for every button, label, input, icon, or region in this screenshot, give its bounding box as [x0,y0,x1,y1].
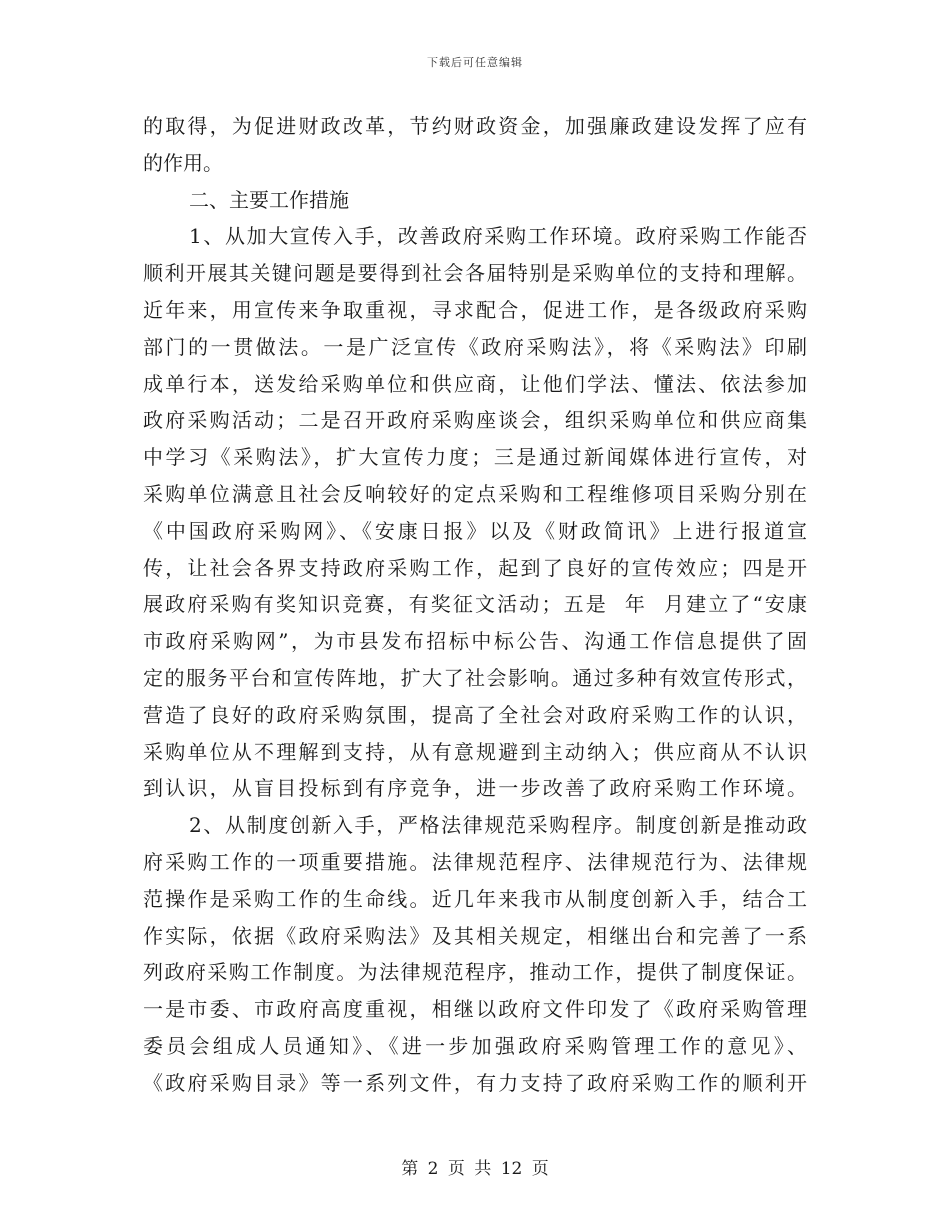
text-line: 委员会组成人员通知》、《进一步加强政府采购管理工作的意见》、 [143,1033,807,1058]
section-heading: 二、主要工作措施 [189,187,349,212]
text-line: 政府采购活动；二是召开政府采购座谈会，组织采购单位和供应商集 [143,408,807,433]
text-line: 的取得，为促进财政改革，节约财政资金，加强廉政建设发挥了应有 [143,114,807,138]
text-line: 部门的一贯做法。一是广泛宣传《政府采购法》，将《采购法》印刷 [143,334,807,359]
text-line: 1、从加大宣传入手，改善政府采购工作环境。政府采购工作能否 [189,224,807,249]
text-line: 府采购工作的一项重要措施。法律规范程序、法律规范行为、法律规 [143,849,807,874]
text-line: 市政府采购网”，为市县发布招标中标公告、沟通工作信息提供了固 [143,629,807,654]
text-line: 《中国政府采购网》、《安康日报》以及《财政简讯》上进行报道宣 [143,518,807,543]
text-line: 2、从制度创新入手，严格法律规范采购程序。制度创新是推动政 [189,813,807,838]
text-line: 《政府采购目录》等一系列文件，有力支持了政府采购工作的顺利开 [143,1070,807,1095]
text-line: 到认识，从盲目投标到有序竞争，进一步改善了政府采购工作环境。 [143,776,807,801]
text-line: 营造了良好的政府采购氛围，提高了全社会对政府采购工作的认识， [143,702,807,727]
text-line: 采购单位从不理解到支持，从有意规避到主动纳入；供应商从不认识 [143,739,807,764]
document-body [143,108,807,1102]
text-line: 近年来，用宣传来争取重视，寻求配合，促进工作，是各级政府采购 [143,297,807,322]
page-header-note: 下载后可任意编辑 [427,56,523,69]
text-line: 作实际，依据《政府采购法》及其相关规定，相继出台和完善了一系 [143,923,807,948]
text-line: 成单行本，送发给采购单位和供应商，让他们学法、懂法、依法参加 [143,371,807,396]
text-line: 采购单位满意且社会反响较好的定点采购和工程维修项目采购分别在 [143,481,807,506]
page-number-footer: 第 2 页 共 12 页 [401,1159,549,1179]
text-line: 定的服务平台和宣传阵地，扩大了社会影响。通过多种有效宣传形式， [143,665,807,690]
text-line: 的作用。 [143,150,223,175]
text-line: 范操作是采购工作的生命线。近几年来我市从制度创新入手，结合工 [143,886,807,911]
text-line: 中学习《采购法》，扩大宣传力度；三是通过新闻媒体进行宣传，对 [143,445,807,470]
text-line: 展政府采购有奖知识竞赛，有奖征文活动；五是 年 月建立了“安康 [143,592,807,617]
text-line: 顺利开展其关键问题是要得到社会各届特别是采购单位的支持和理解。 [143,261,807,286]
text-line: 列政府采购工作制度。为法律规范程序，推动工作，提供了制度保证。 [143,960,807,985]
text-line: 一是市委、市政府高度重视，相继以政府文件印发了《政府采购管理 [143,997,807,1022]
text-line: 传，让社会各界支持政府采购工作，起到了良好的宣传效应；四是开 [143,555,807,580]
